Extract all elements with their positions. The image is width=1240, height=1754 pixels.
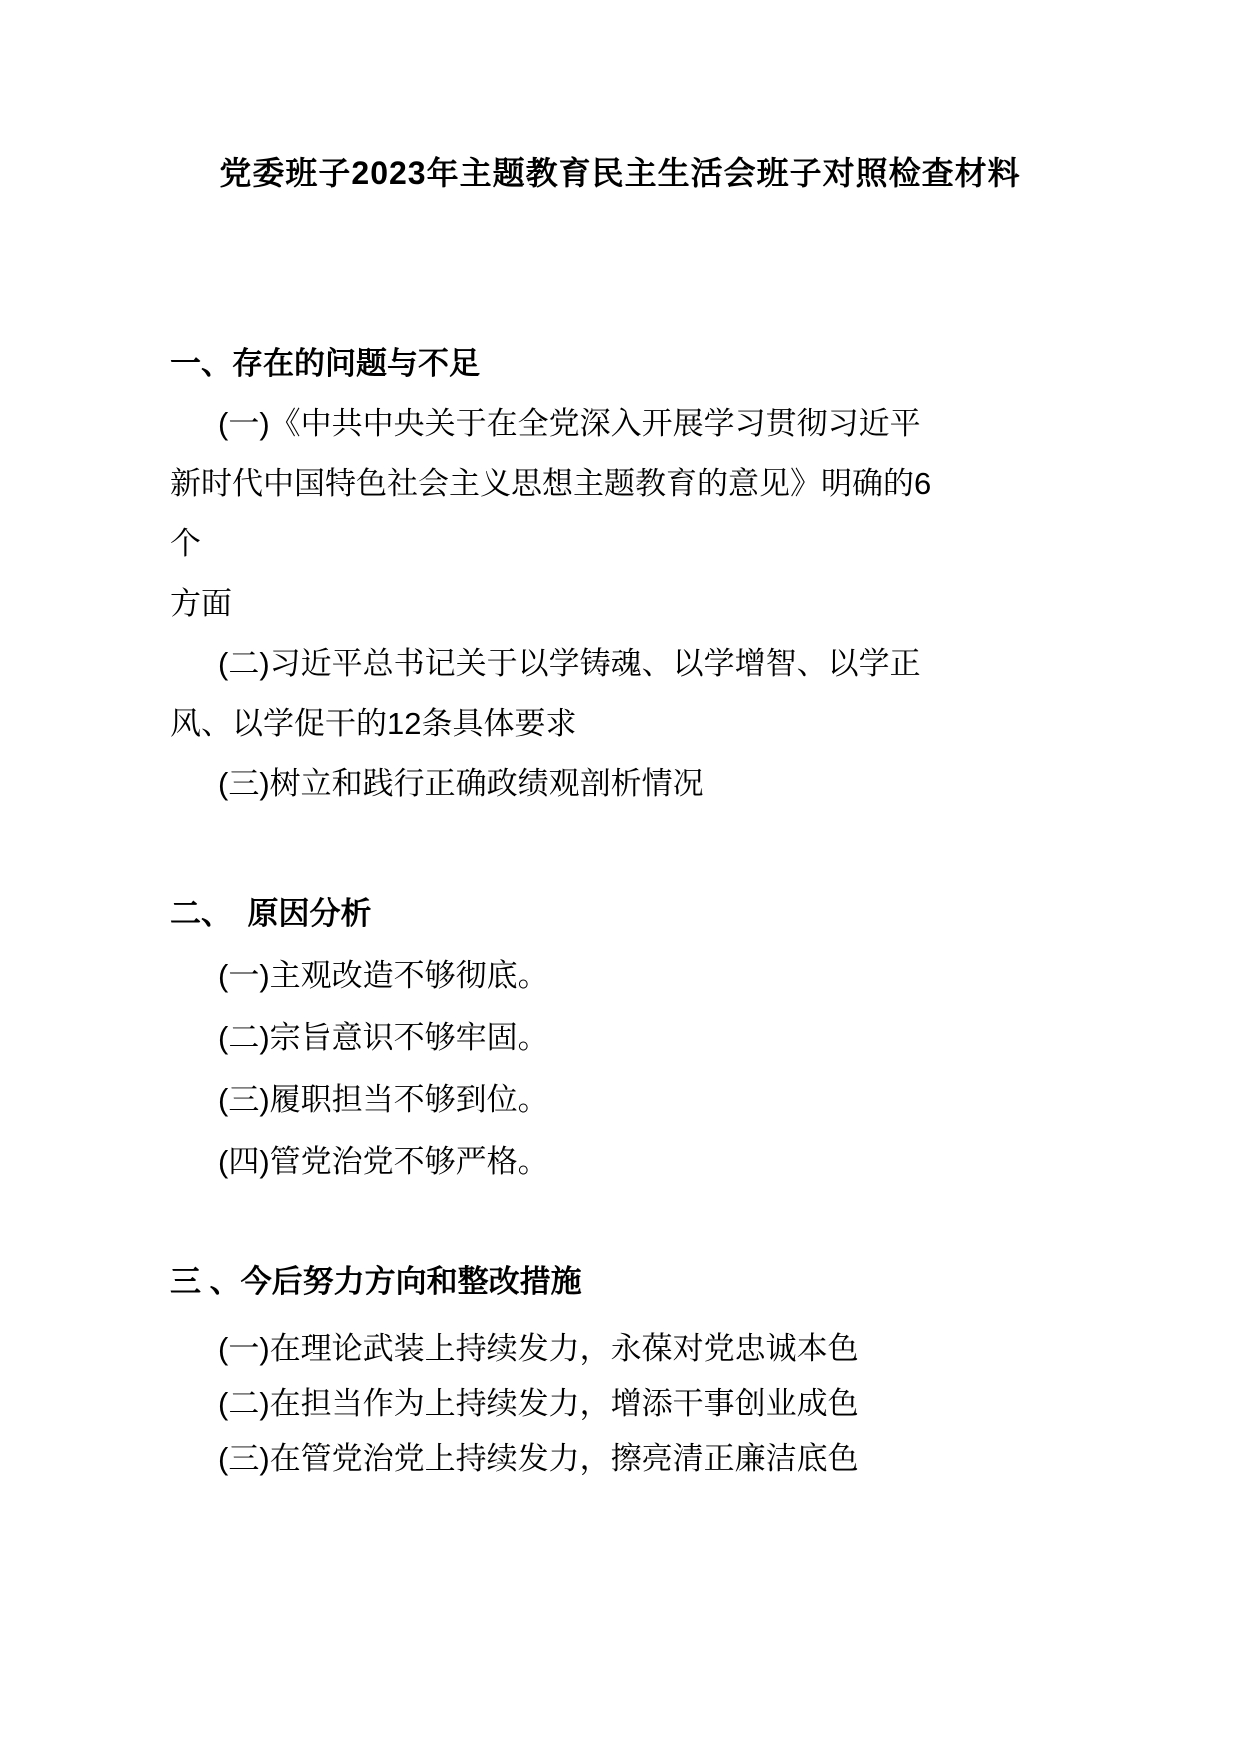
- section-1-line-7: (三)树立和践行正确政绩观剖析情况: [218, 766, 704, 801]
- section-3-line-1: (一)在理论武装上持续发力，永葆对党忠诚本色: [218, 1331, 859, 1366]
- section-3-line-3: (三)在管党治党上持续发力，擦亮清正廉洁底色: [218, 1441, 859, 1476]
- section-3-line-2: (二)在担当作为上持续发力，增添干事创业成色: [218, 1386, 859, 1421]
- section-2-line-3: (三)履职担当不够到位。: [218, 1082, 549, 1117]
- section-2-line-2: (二)宗旨意识不够牢固。: [218, 1020, 549, 1055]
- section-2-line-4: (四)管党治党不够严格。: [218, 1144, 549, 1179]
- section-3-heading: 三 、今后努力方向和整改措施: [170, 1264, 582, 1299]
- section-1-heading: 一、存在的问题与不足: [170, 346, 480, 381]
- section-2-line-1: (一)主观改造不够彻底。: [218, 958, 549, 993]
- section-1-line-6: 风、以学促干的12条具体要求: [170, 706, 577, 741]
- section-1-line-1: (一)《中共中央关于在全党深入开展学习贯彻习近平: [218, 406, 921, 441]
- section-2-heading: 二、 原因分析: [170, 896, 372, 931]
- document-title: 党委班子2023年主题教育民主生活会班子对照检查材料: [219, 155, 1021, 191]
- section-1-line-2: 新时代中国特色社会主义思想主题教育的意见》明确的6: [170, 466, 932, 501]
- section-1-line-4: 方面: [170, 586, 232, 621]
- section-1-line-3: 个: [170, 526, 201, 561]
- section-1-line-5: (二)习近平总书记关于以学铸魂、以学增智、以学正: [218, 646, 921, 681]
